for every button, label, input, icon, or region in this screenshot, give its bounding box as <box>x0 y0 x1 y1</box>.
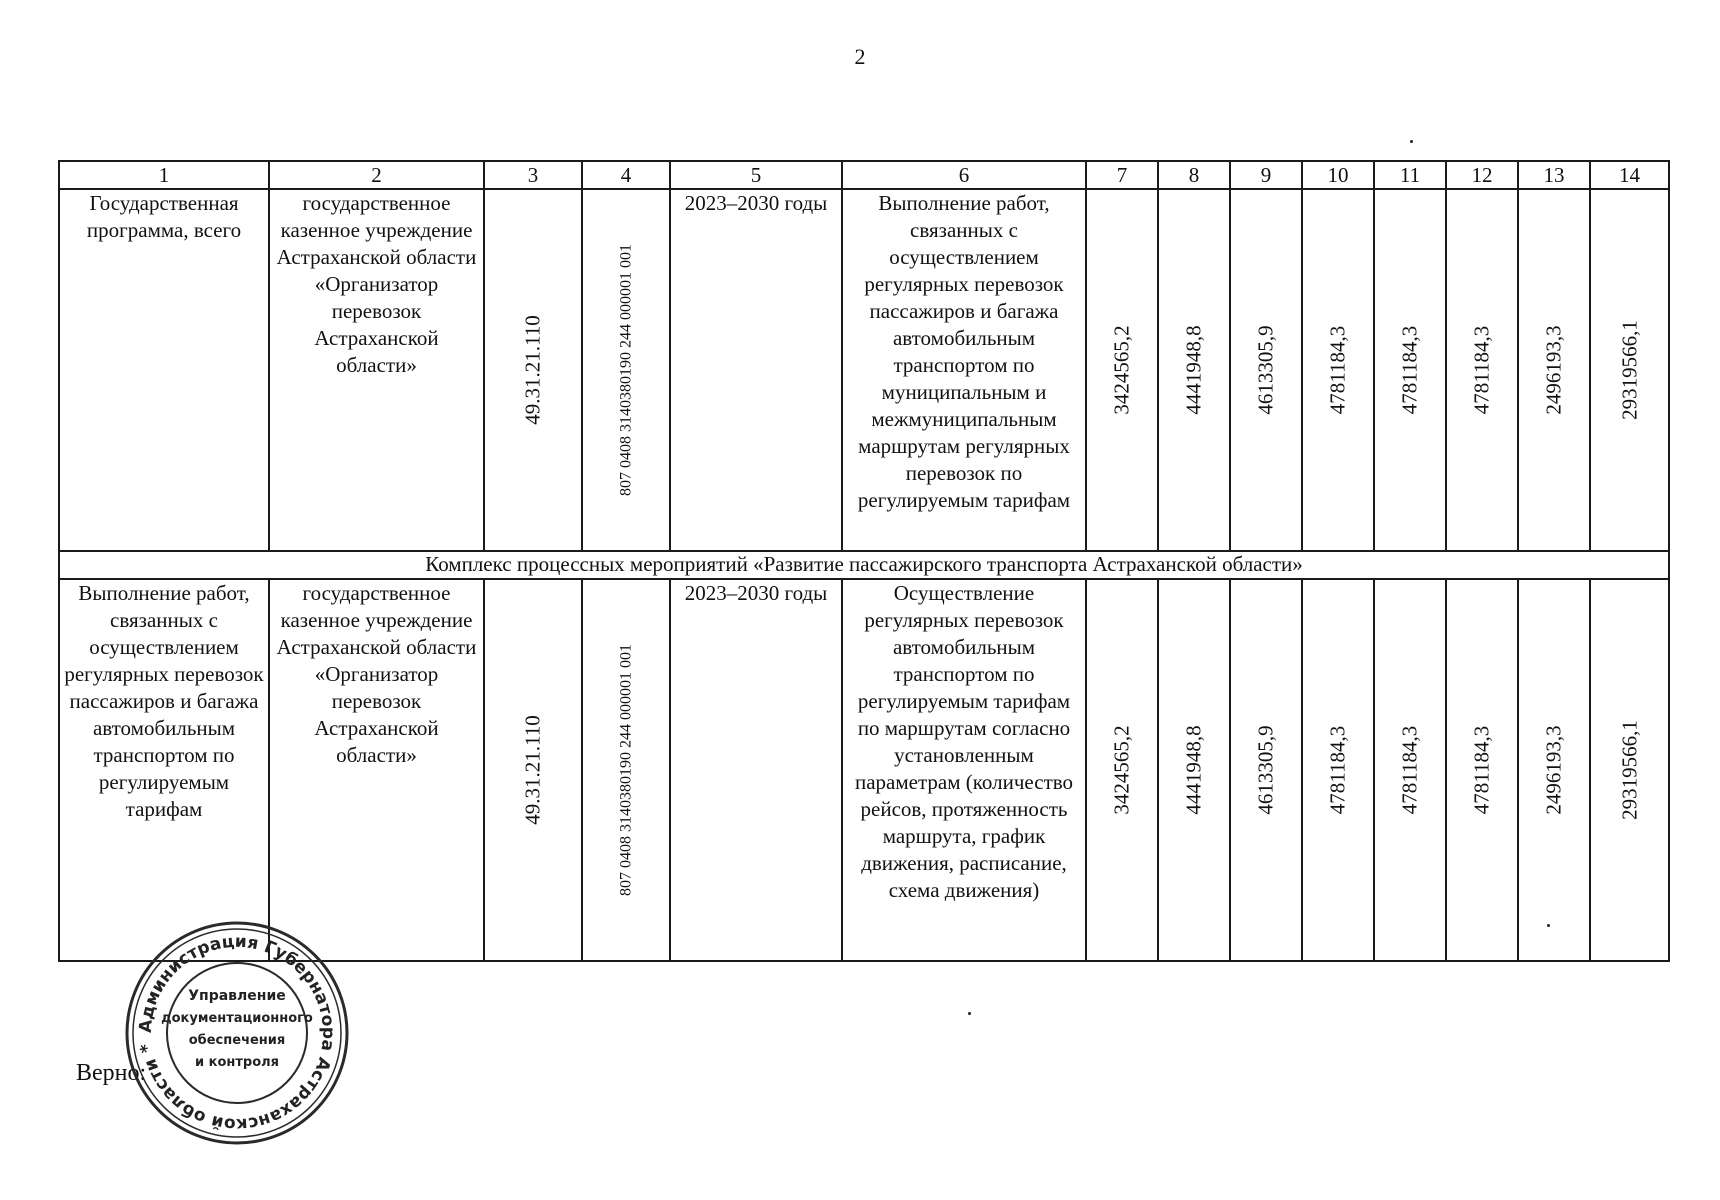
section-row <box>59 551 1669 579</box>
column-header: 5 <box>670 161 842 189</box>
row-value: 3424565,2 <box>1086 579 1158 961</box>
row-executor: государственное казенное учреждение Астраханской области «Организатор перевозок Астраханской области» <box>269 579 484 961</box>
svg-text:Администрация Губернатора Астр: Администрация Губернатора Астраханской области * <box>135 931 339 1135</box>
column-header: 8 <box>1158 161 1230 189</box>
row-name: Государственная программа, всего <box>59 189 269 551</box>
section-title: Комплекс процессных мероприятий «Развитие пассажирского транспорта Астраханской области» <box>59 551 1669 579</box>
header-row <box>59 161 1669 189</box>
svg-text:Управление: Управление <box>188 988 286 1004</box>
table-row <box>59 579 1669 961</box>
column-header: 4 <box>582 161 670 189</box>
column-header: 11 <box>1374 161 1446 189</box>
row-period: 2023–2030 годы <box>670 189 842 551</box>
svg-text:обеспечения: обеспечения <box>188 1033 286 1048</box>
row-value: 29319566,1 <box>1590 189 1669 551</box>
column-header: 7 <box>1086 161 1158 189</box>
column-header: 10 <box>1302 161 1374 189</box>
row-executor: государственное казенное учреждение Астраханской области «Организатор перевозок Астраханской области» <box>269 189 484 551</box>
verno-label: Верно: <box>76 1060 147 1086</box>
page-number: 2 <box>854 44 866 69</box>
official-stamp <box>122 918 352 1148</box>
column-header: 14 <box>1590 161 1669 189</box>
speck <box>1547 924 1550 927</box>
row-kbk: 807 0408 3140380190 244 000001 001 <box>582 189 670 551</box>
column-header: 13 <box>1518 161 1590 189</box>
column-header: 9 <box>1230 161 1302 189</box>
row-value: 2496193,3 <box>1518 579 1590 961</box>
row-value: 4613305,9 <box>1230 579 1302 961</box>
column-header: 6 <box>842 161 1086 189</box>
row-value: 2496193,3 <box>1518 189 1590 551</box>
svg-text:и контроля: и контроля <box>194 1055 280 1070</box>
row-value: 4781184,3 <box>1446 189 1518 551</box>
column-header: 3 <box>484 161 582 189</box>
row-value: 4781184,3 <box>1446 579 1518 961</box>
row-description: Выполнение работ, связанных с осуществлением регулярных перевозок пассажиров и багажа автомобильным транспортом по муниципальным и межмуниципальным маршрутам регулярных перевозок по регулируемым тарифам <box>842 189 1086 551</box>
row-name: Выполнение работ, связанных с осуществлением регулярных перевозок пассажиров и багажа автомобильным транспортом по регулируемым тарифам <box>59 579 269 961</box>
row-value: 4781184,3 <box>1374 579 1446 961</box>
row-value: 4613305,9 <box>1230 189 1302 551</box>
row-value: 4781184,3 <box>1374 189 1446 551</box>
row-value: 3424565,2 <box>1086 189 1158 551</box>
column-header: 12 <box>1446 161 1518 189</box>
row-value: 4441948,8 <box>1158 579 1230 961</box>
row-value: 29319566,1 <box>1590 579 1669 961</box>
row-okpd: 49.31.21.110 <box>484 189 582 551</box>
row-period: 2023–2030 годы <box>670 579 842 961</box>
svg-text:документационного: документационного <box>161 1011 313 1026</box>
budget-table <box>58 160 1670 962</box>
column-header: 2 <box>269 161 484 189</box>
speck <box>1410 140 1413 143</box>
speck <box>968 1012 971 1015</box>
row-value: 4441948,8 <box>1158 189 1230 551</box>
row-description: Осуществление регулярных перевозок автомобильным транспортом по регулируемым тарифам по маршрутам согласно установленным параметрам (количество рейсов, протяженность маршрута, график движения, расписание, схема движения) <box>842 579 1086 961</box>
row-okpd: 49.31.21.110 <box>484 579 582 961</box>
row-value: 4781184,3 <box>1302 189 1374 551</box>
row-kbk: 807 0408 3140380190 244 000001 001 <box>582 579 670 961</box>
table-row <box>59 189 1669 551</box>
column-header: 1 <box>59 161 269 189</box>
row-value: 4781184,3 <box>1302 579 1374 961</box>
